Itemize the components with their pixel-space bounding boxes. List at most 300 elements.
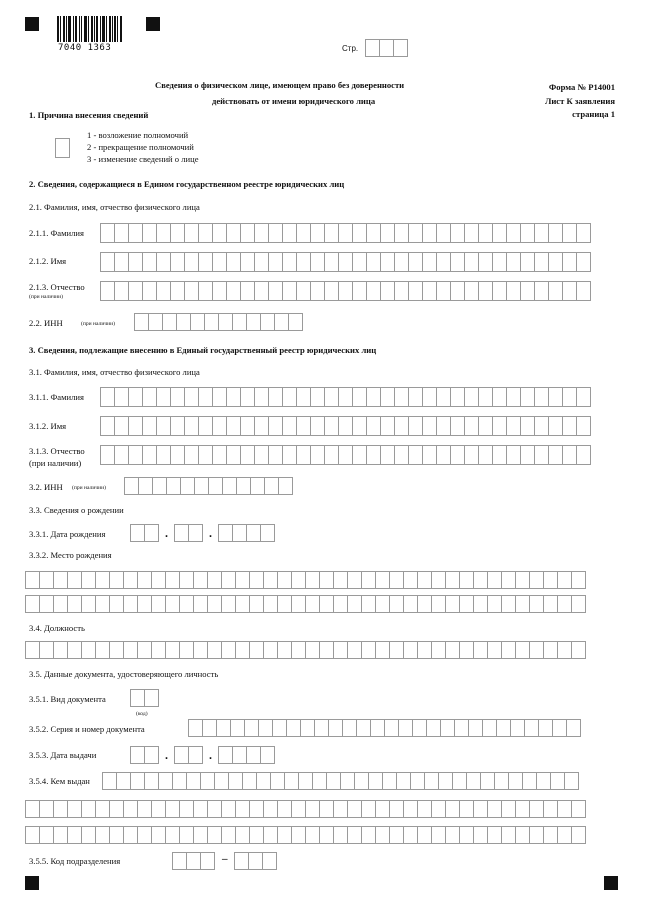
char-cell[interactable] xyxy=(539,719,553,737)
char-cell[interactable] xyxy=(507,223,521,243)
char-cell[interactable] xyxy=(451,281,465,301)
char-cell[interactable] xyxy=(299,772,313,790)
char-cell[interactable] xyxy=(269,387,283,407)
char-cell[interactable] xyxy=(409,252,423,272)
char-cell[interactable] xyxy=(261,746,275,764)
char-cell[interactable] xyxy=(227,252,241,272)
char-cell[interactable] xyxy=(353,387,367,407)
char-cell[interactable] xyxy=(292,800,306,818)
char-cell[interactable] xyxy=(395,252,409,272)
char-cell[interactable] xyxy=(227,445,241,465)
char-cell[interactable] xyxy=(110,595,124,613)
char-cell[interactable] xyxy=(353,252,367,272)
char-cell[interactable] xyxy=(315,719,329,737)
char-cell[interactable] xyxy=(283,281,297,301)
char-cell[interactable] xyxy=(131,524,145,542)
char-cell[interactable] xyxy=(367,387,381,407)
char-cell[interactable] xyxy=(481,772,495,790)
char-cell[interactable] xyxy=(166,826,180,844)
char-cell[interactable] xyxy=(325,387,339,407)
char-cell[interactable] xyxy=(208,641,222,659)
char-cell[interactable] xyxy=(175,746,189,764)
char-cell[interactable] xyxy=(194,826,208,844)
char-cell[interactable] xyxy=(549,416,563,436)
char-cell[interactable] xyxy=(460,826,474,844)
char-cell[interactable] xyxy=(101,252,115,272)
char-cell[interactable] xyxy=(549,223,563,243)
field-3-2-inn[interactable] xyxy=(124,477,293,495)
char-cell[interactable] xyxy=(257,772,271,790)
char-cell[interactable] xyxy=(376,641,390,659)
char-cell[interactable] xyxy=(563,445,577,465)
field-birth-month[interactable] xyxy=(174,524,203,542)
char-cell[interactable] xyxy=(115,252,129,272)
char-cell[interactable] xyxy=(325,223,339,243)
char-cell[interactable] xyxy=(334,641,348,659)
char-cell[interactable] xyxy=(572,800,586,818)
char-cell[interactable] xyxy=(474,826,488,844)
char-cell[interactable] xyxy=(138,826,152,844)
char-cell[interactable] xyxy=(306,571,320,589)
char-cell[interactable] xyxy=(40,800,54,818)
char-cell[interactable] xyxy=(241,387,255,407)
char-cell[interactable] xyxy=(530,571,544,589)
char-cell[interactable] xyxy=(138,595,152,613)
char-cell[interactable] xyxy=(283,252,297,272)
char-cell[interactable] xyxy=(418,800,432,818)
char-cell[interactable] xyxy=(180,641,194,659)
char-cell[interactable] xyxy=(409,281,423,301)
char-cell[interactable] xyxy=(572,826,586,844)
char-cell[interactable] xyxy=(367,281,381,301)
char-cell[interactable] xyxy=(437,387,451,407)
char-cell[interactable] xyxy=(213,252,227,272)
char-cell[interactable] xyxy=(563,416,577,436)
char-cell[interactable] xyxy=(124,595,138,613)
char-cell[interactable] xyxy=(395,387,409,407)
char-cell[interactable] xyxy=(278,571,292,589)
char-cell[interactable] xyxy=(213,445,227,465)
char-cell[interactable] xyxy=(297,223,311,243)
char-cell[interactable] xyxy=(171,281,185,301)
char-cell[interactable] xyxy=(129,387,143,407)
field-doc-issuer-line3[interactable] xyxy=(25,826,586,844)
char-cell[interactable] xyxy=(297,387,311,407)
char-cell[interactable] xyxy=(82,641,96,659)
char-cell[interactable] xyxy=(577,223,591,243)
char-cell[interactable] xyxy=(549,387,563,407)
char-cell[interactable] xyxy=(125,477,139,495)
char-cell[interactable] xyxy=(339,387,353,407)
char-cell[interactable] xyxy=(341,772,355,790)
char-cell[interactable] xyxy=(367,445,381,465)
char-cell[interactable] xyxy=(339,445,353,465)
char-cell[interactable] xyxy=(245,719,259,737)
char-cell[interactable] xyxy=(171,387,185,407)
field-birth-place-line1[interactable] xyxy=(25,571,586,589)
char-cell[interactable] xyxy=(376,826,390,844)
char-cell[interactable] xyxy=(521,223,535,243)
char-cell[interactable] xyxy=(451,223,465,243)
char-cell[interactable] xyxy=(516,571,530,589)
char-cell[interactable] xyxy=(418,641,432,659)
char-cell[interactable] xyxy=(292,571,306,589)
char-cell[interactable] xyxy=(138,800,152,818)
char-cell[interactable] xyxy=(205,313,219,331)
char-cell[interactable] xyxy=(250,800,264,818)
char-cell[interactable] xyxy=(265,477,279,495)
char-cell[interactable] xyxy=(479,387,493,407)
char-cell[interactable] xyxy=(255,416,269,436)
char-cell[interactable] xyxy=(390,826,404,844)
char-cell[interactable] xyxy=(502,595,516,613)
char-cell[interactable] xyxy=(371,719,385,737)
char-cell[interactable] xyxy=(395,445,409,465)
char-cell[interactable] xyxy=(362,826,376,844)
field-position[interactable] xyxy=(25,641,586,659)
char-cell[interactable] xyxy=(82,826,96,844)
char-cell[interactable] xyxy=(229,772,243,790)
char-cell[interactable] xyxy=(572,641,586,659)
char-cell[interactable] xyxy=(479,252,493,272)
char-cell[interactable] xyxy=(124,800,138,818)
char-cell[interactable] xyxy=(339,223,353,243)
char-cell[interactable] xyxy=(68,595,82,613)
char-cell[interactable] xyxy=(381,445,395,465)
page-number-cells[interactable] xyxy=(365,39,408,57)
char-cell[interactable] xyxy=(208,826,222,844)
char-cell[interactable] xyxy=(535,387,549,407)
char-cell[interactable] xyxy=(278,826,292,844)
char-cell[interactable] xyxy=(54,826,68,844)
char-cell[interactable] xyxy=(474,800,488,818)
char-cell[interactable] xyxy=(488,641,502,659)
char-cell[interactable] xyxy=(343,719,357,737)
char-cell[interactable] xyxy=(439,772,453,790)
char-cell[interactable] xyxy=(544,571,558,589)
char-cell[interactable] xyxy=(68,826,82,844)
char-cell[interactable] xyxy=(455,719,469,737)
char-cell[interactable] xyxy=(320,571,334,589)
char-cell[interactable] xyxy=(131,746,145,764)
char-cell[interactable] xyxy=(537,772,551,790)
char-cell[interactable] xyxy=(563,387,577,407)
char-cell[interactable] xyxy=(493,252,507,272)
char-cell[interactable] xyxy=(399,719,413,737)
char-cell[interactable] xyxy=(40,595,54,613)
char-cell[interactable] xyxy=(297,252,311,272)
char-cell[interactable] xyxy=(285,772,299,790)
char-cell[interactable] xyxy=(297,445,311,465)
char-cell[interactable] xyxy=(213,387,227,407)
char-cell[interactable] xyxy=(241,223,255,243)
char-cell[interactable] xyxy=(96,595,110,613)
char-cell[interactable] xyxy=(287,719,301,737)
char-cell[interactable] xyxy=(143,416,157,436)
field-doc-year[interactable] xyxy=(218,746,275,764)
char-cell[interactable] xyxy=(264,641,278,659)
char-cell[interactable] xyxy=(135,313,149,331)
char-cell[interactable] xyxy=(199,387,213,407)
char-cell[interactable] xyxy=(460,595,474,613)
char-cell[interactable] xyxy=(250,571,264,589)
char-cell[interactable] xyxy=(423,223,437,243)
char-cell[interactable] xyxy=(516,595,530,613)
char-cell[interactable] xyxy=(404,571,418,589)
char-cell[interactable] xyxy=(250,641,264,659)
char-cell[interactable] xyxy=(334,826,348,844)
char-cell[interactable] xyxy=(390,641,404,659)
char-cell[interactable] xyxy=(117,772,131,790)
char-cell[interactable] xyxy=(233,524,247,542)
char-cell[interactable] xyxy=(390,800,404,818)
char-cell[interactable] xyxy=(521,387,535,407)
char-cell[interactable] xyxy=(437,445,451,465)
char-cell[interactable] xyxy=(572,595,586,613)
char-cell[interactable] xyxy=(157,445,171,465)
char-cell[interactable] xyxy=(339,252,353,272)
char-cell[interactable] xyxy=(381,387,395,407)
char-cell[interactable] xyxy=(549,445,563,465)
char-cell[interactable] xyxy=(96,641,110,659)
char-cell[interactable] xyxy=(311,223,325,243)
char-cell[interactable] xyxy=(96,826,110,844)
char-cell[interactable] xyxy=(325,281,339,301)
char-cell[interactable] xyxy=(54,641,68,659)
char-cell[interactable] xyxy=(201,852,215,870)
char-cell[interactable] xyxy=(362,571,376,589)
char-cell[interactable] xyxy=(311,387,325,407)
char-cell[interactable] xyxy=(367,416,381,436)
char-cell[interactable] xyxy=(390,595,404,613)
char-cell[interactable] xyxy=(82,595,96,613)
char-cell[interactable] xyxy=(68,641,82,659)
char-cell[interactable] xyxy=(185,252,199,272)
char-cell[interactable] xyxy=(264,595,278,613)
char-cell[interactable] xyxy=(535,281,549,301)
char-cell[interactable] xyxy=(263,852,277,870)
char-cell[interactable] xyxy=(173,852,187,870)
char-cell[interactable] xyxy=(465,445,479,465)
char-cell[interactable] xyxy=(152,826,166,844)
char-cell[interactable] xyxy=(222,571,236,589)
char-cell[interactable] xyxy=(479,223,493,243)
char-cell[interactable] xyxy=(279,477,293,495)
field-doc-series-number[interactable] xyxy=(188,719,581,737)
char-cell[interactable] xyxy=(249,852,263,870)
char-cell[interactable] xyxy=(558,800,572,818)
char-cell[interactable] xyxy=(469,719,483,737)
char-cell[interactable] xyxy=(255,223,269,243)
char-cell[interactable] xyxy=(297,281,311,301)
char-cell[interactable] xyxy=(149,313,163,331)
char-cell[interactable] xyxy=(166,800,180,818)
char-cell[interactable] xyxy=(418,826,432,844)
char-cell[interactable] xyxy=(110,800,124,818)
char-cell[interactable] xyxy=(549,281,563,301)
char-cell[interactable] xyxy=(101,223,115,243)
char-cell[interactable] xyxy=(497,719,511,737)
char-cell[interactable] xyxy=(311,445,325,465)
char-cell[interactable] xyxy=(320,641,334,659)
char-cell[interactable] xyxy=(219,746,233,764)
char-cell[interactable] xyxy=(54,595,68,613)
char-cell[interactable] xyxy=(297,416,311,436)
char-cell[interactable] xyxy=(40,571,54,589)
char-cell[interactable] xyxy=(553,719,567,737)
char-cell[interactable] xyxy=(199,281,213,301)
char-cell[interactable] xyxy=(269,416,283,436)
char-cell[interactable] xyxy=(523,772,537,790)
char-cell[interactable] xyxy=(425,772,439,790)
char-cell[interactable] xyxy=(418,595,432,613)
char-cell[interactable] xyxy=(493,281,507,301)
char-cell[interactable] xyxy=(446,571,460,589)
field-birth-day[interactable] xyxy=(130,524,159,542)
char-cell[interactable] xyxy=(241,445,255,465)
char-cell[interactable] xyxy=(451,252,465,272)
char-cell[interactable] xyxy=(521,445,535,465)
char-cell[interactable] xyxy=(306,641,320,659)
char-cell[interactable] xyxy=(432,571,446,589)
char-cell[interactable] xyxy=(163,313,177,331)
char-cell[interactable] xyxy=(516,800,530,818)
char-cell[interactable] xyxy=(275,313,289,331)
char-cell[interactable] xyxy=(250,595,264,613)
char-cell[interactable] xyxy=(143,281,157,301)
char-cell[interactable] xyxy=(325,445,339,465)
char-cell[interactable] xyxy=(535,445,549,465)
char-cell[interactable] xyxy=(381,252,395,272)
char-cell[interactable] xyxy=(157,223,171,243)
char-cell[interactable] xyxy=(404,800,418,818)
char-cell[interactable] xyxy=(255,252,269,272)
char-cell[interactable] xyxy=(180,800,194,818)
char-cell[interactable] xyxy=(194,641,208,659)
char-cell[interactable] xyxy=(521,252,535,272)
char-cell[interactable] xyxy=(185,281,199,301)
char-cell[interactable] xyxy=(507,281,521,301)
char-cell[interactable] xyxy=(507,416,521,436)
char-cell[interactable] xyxy=(362,800,376,818)
char-cell[interactable] xyxy=(208,595,222,613)
char-cell[interactable] xyxy=(334,595,348,613)
char-cell[interactable] xyxy=(271,772,285,790)
char-cell[interactable] xyxy=(301,719,315,737)
char-cell[interactable] xyxy=(247,313,261,331)
char-cell[interactable] xyxy=(467,772,481,790)
char-cell[interactable] xyxy=(96,800,110,818)
char-cell[interactable] xyxy=(219,313,233,331)
char-cell[interactable] xyxy=(385,719,399,737)
char-cell[interactable] xyxy=(143,387,157,407)
char-cell[interactable] xyxy=(563,252,577,272)
char-cell[interactable] xyxy=(131,689,145,707)
char-cell[interactable] xyxy=(222,595,236,613)
char-cell[interactable] xyxy=(54,571,68,589)
char-cell[interactable] xyxy=(138,641,152,659)
char-cell[interactable] xyxy=(558,571,572,589)
char-cell[interactable] xyxy=(194,571,208,589)
char-cell[interactable] xyxy=(381,281,395,301)
char-cell[interactable] xyxy=(143,223,157,243)
char-cell[interactable] xyxy=(502,571,516,589)
char-cell[interactable] xyxy=(432,595,446,613)
char-cell[interactable] xyxy=(369,772,383,790)
char-cell[interactable] xyxy=(251,477,265,495)
char-cell[interactable] xyxy=(145,772,159,790)
char-cell[interactable] xyxy=(465,416,479,436)
char-cell[interactable] xyxy=(189,524,203,542)
char-cell[interactable] xyxy=(320,826,334,844)
char-cell[interactable] xyxy=(110,571,124,589)
char-cell[interactable] xyxy=(187,772,201,790)
char-cell[interactable] xyxy=(222,826,236,844)
char-cell[interactable] xyxy=(544,641,558,659)
char-cell[interactable] xyxy=(213,416,227,436)
char-cell[interactable] xyxy=(101,445,115,465)
char-cell[interactable] xyxy=(432,800,446,818)
char-cell[interactable] xyxy=(227,416,241,436)
char-cell[interactable] xyxy=(376,595,390,613)
char-cell[interactable] xyxy=(292,826,306,844)
char-cell[interactable] xyxy=(413,719,427,737)
char-cell[interactable] xyxy=(320,800,334,818)
char-cell[interactable] xyxy=(115,281,129,301)
char-cell[interactable] xyxy=(139,477,153,495)
char-cell[interactable] xyxy=(558,595,572,613)
char-cell[interactable] xyxy=(409,387,423,407)
char-cell[interactable] xyxy=(103,772,117,790)
char-cell[interactable] xyxy=(82,800,96,818)
char-cell[interactable] xyxy=(215,772,229,790)
char-cell[interactable] xyxy=(180,826,194,844)
char-cell[interactable] xyxy=(171,252,185,272)
char-cell[interactable] xyxy=(479,445,493,465)
char-cell[interactable] xyxy=(306,800,320,818)
char-cell[interactable] xyxy=(26,595,40,613)
char-cell[interactable] xyxy=(474,641,488,659)
char-cell[interactable] xyxy=(348,826,362,844)
char-cell[interactable] xyxy=(250,826,264,844)
char-cell[interactable] xyxy=(157,252,171,272)
char-cell[interactable] xyxy=(145,746,159,764)
char-cell[interactable] xyxy=(367,252,381,272)
char-cell[interactable] xyxy=(516,826,530,844)
char-cell[interactable] xyxy=(243,772,257,790)
char-cell[interactable] xyxy=(535,252,549,272)
char-cell[interactable] xyxy=(101,281,115,301)
char-cell[interactable] xyxy=(235,852,249,870)
char-cell[interactable] xyxy=(404,595,418,613)
char-cell[interactable] xyxy=(329,719,343,737)
char-cell[interactable] xyxy=(236,571,250,589)
char-cell[interactable] xyxy=(278,595,292,613)
char-cell[interactable] xyxy=(194,800,208,818)
char-cell[interactable] xyxy=(115,416,129,436)
field-3-1-1-surname[interactable] xyxy=(100,387,591,407)
char-cell[interactable] xyxy=(530,641,544,659)
char-cell[interactable] xyxy=(233,746,247,764)
char-cell[interactable] xyxy=(255,387,269,407)
char-cell[interactable] xyxy=(530,800,544,818)
char-cell[interactable] xyxy=(131,772,145,790)
char-cell[interactable] xyxy=(68,571,82,589)
char-cell[interactable] xyxy=(311,252,325,272)
char-cell[interactable] xyxy=(511,719,525,737)
char-cell[interactable] xyxy=(143,252,157,272)
char-cell[interactable] xyxy=(264,571,278,589)
